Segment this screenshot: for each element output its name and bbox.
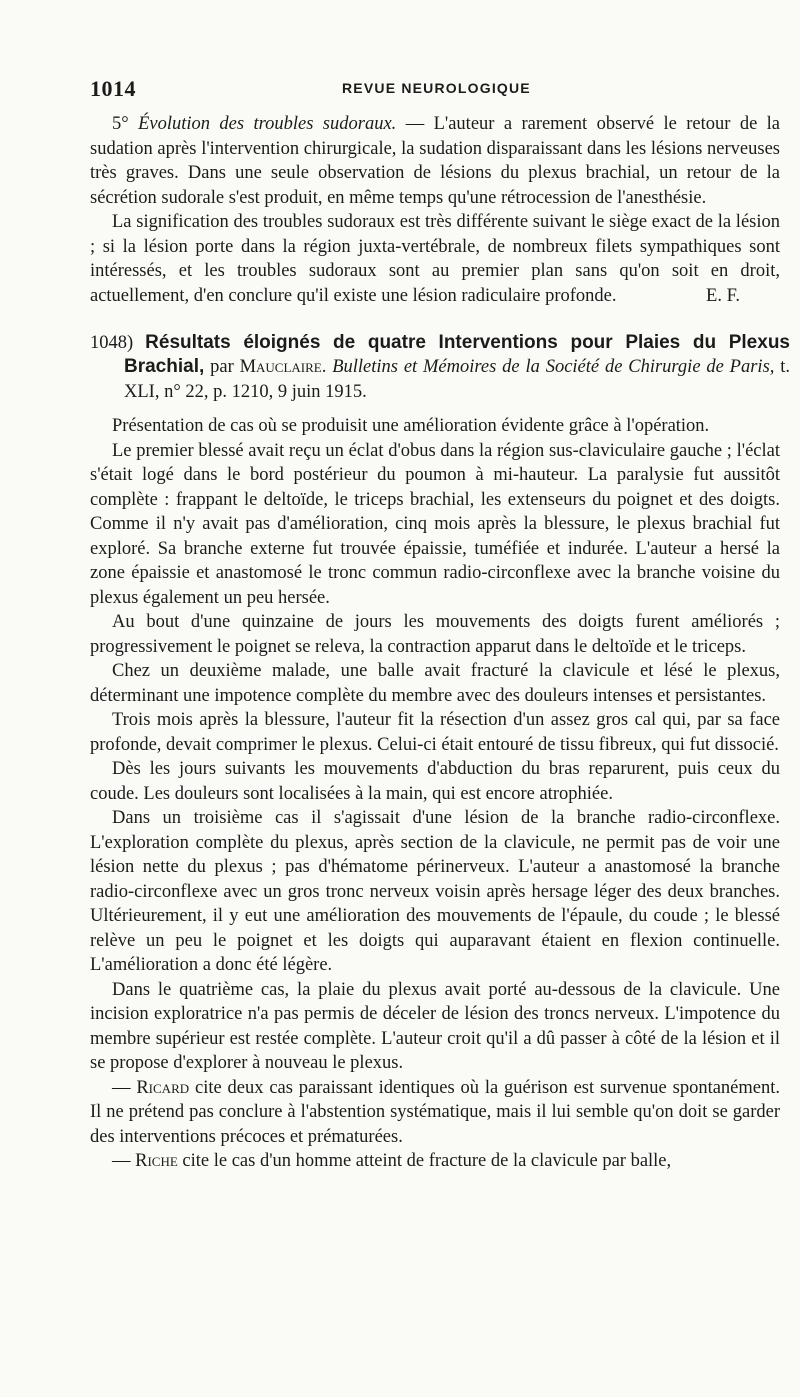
section-5-number: 5° [112, 114, 129, 134]
body-paragraph-6: Dès les jours suivants les mouvements d'abduction du bras reparurent, puis ceux du coude. Les douleurs sont localisées à la main, qui est encore atrophiée. [90, 759, 780, 804]
entry-citation: t. XLI, n° 22, p. 1210, 9 juin 1915. [124, 357, 791, 402]
entry-number: 1048) [90, 332, 134, 353]
body-paragraph-1: Présentation de cas où se produisit une amélioration évidente grâce à l'opération. [112, 416, 710, 436]
body-paragraph-3: Au bout d'une quinzaine de jours les mouvements des doigts furent améliorés ; progressivement le poignet se releva, la contraction apparut dans le deltoïde et le triceps. [90, 612, 780, 657]
entry-title: Résultats éloignés de quatre Interventions pour Plaies du Plexus Brachial, [124, 331, 790, 377]
running-head [90, 70, 770, 104]
discussion-riche: — Riche cite le cas d'un homme atteint de fracture de la clavicule par balle, [112, 1151, 672, 1171]
body-paragraph-8: Dans le quatrième cas, la plaie du plexus avait porté au-dessous de la clavicule. Une incision exploratrice n'a pas permis de déceler de lésion des troncs nerveux. L'impotence du membre supérieur est restée complète. L'auteur croit qu'il a dû passer à côté de la lésion et il se propose d'explorer à nouveau le plexus. [90, 979, 780, 1073]
discussion-text-riche: cite le cas d'un homme atteint de fracture de la clavicule par balle, [182, 1151, 672, 1171]
discussion-author-riche: Riche [135, 1151, 178, 1171]
body-paragraph-7: Dans un troisième cas il s'agissait d'une lésion de la branche radio-circonflexe. L'exploration complète du plexus, après section de la clavicule, ne permit pas de voir une lésion nette du plexus ; pas d'hématome périnerveux. L'auteur a anastomosé la branche radio-circonflexe avec un gros tronc nerveux voisin après hersage léger des deux branches. Ultérieurement, il y eut une amélioration des mouvements de l'épaule, du coude ; le blessé relève un peu le poignet et les doigts qui auparavant étaient en flexion continuelle. L'amélioration a donc été légère. [90, 808, 780, 975]
discussion-text-ricard: cite deux cas paraissant identiques où la guérison est survenue spontanément. Il ne prétend pas conclure à l'abstention systématique, mais il lui semble qu'on doit se garder des interventions précoces et prématurées. [90, 1077, 780, 1147]
discussion-ricard: — Ricard cite deux cas paraissant identiques où la guérison est survenue spontanément. Il ne prétend pas conclure à l'abstention systématique, mais il lui semble qu'on doit se garder des interventions précoces et prématurées. [90, 1077, 780, 1147]
entry-by: par [210, 357, 234, 377]
body-paragraph-2: Le premier blessé avait reçu un éclat d'obus dans la région sus-claviculaire gauche ; l'éclat s'était logé dans le bord postérieur du poumon à mi-hauteur. La paralysie fut aussitôt complète : frappant le deltoïde, le triceps brachial, les extenseurs du poignet et des doigts. Comme il n'y avait pas d'amélioration, cinq mois après la blessure, le plexus brachial fut exploré. Sa branche externe fut trouvée épaissie, tuméfiée et indurée. L'auteur a hersé la zone épaissie et anastomosé le tronc commun radio-circonflexe avec la branche voisine du plexus également un peu hersée. [90, 440, 780, 608]
section-5-text: — L'auteur a rarement observé le retour de la sudation après l'intervention chirurgicale, la sudation disparaissant dans les lésions nerveuses très graves. Dans une seule observation de lésions du plexus brachial, un retour de la sécrétion sudorale s'est produit, en même temps qu'une rétrocession de l'anesthésie. [90, 114, 781, 208]
entry-body [90, 414, 780, 1174]
entry-journal: Bulletins et Mémoires de la Société de Chirurgie de Paris, [332, 357, 775, 377]
entry-author: Mauclaire. [239, 357, 327, 377]
body-paragraph-4: Chez un deuxième malade, une balle avait fracturé la clavicule et lésé le plexus, déterminant une impotence complète du membre avec des douleurs intenses et persistantes. [90, 661, 780, 706]
entry-heading [90, 331, 790, 405]
entry-heading-block [90, 331, 790, 405]
page-number: 1014 [90, 76, 136, 101]
body-paragraph-5: Trois mois après la blessure, l'auteur fit la résection d'un assez gros cal qui, par sa face profonde, devait comprimer le plexus. Celui-ci était entouré de tissu fibreux, qui fut dissocié. [90, 710, 780, 755]
discussion-author-ricard: Ricard [136, 1077, 190, 1098]
signature: E. F. [706, 286, 740, 306]
section-5-title: Évolution des troubles sudoraux. [138, 114, 397, 134]
section-5-paragraph-2: La signification des troubles sudoraux est très différente suivant le siège exact de la lésion ; si la lésion porte dans la région juxta-vertébrale, de nombreux filets sympathiques sont intéressés, et les troubles sudoraux sont au premier plan sans qu'on soit en droit, actuellement, d'en conclure qu'il existe une lésion radiculaire profonde. [90, 212, 780, 306]
section-5-paragraph [90, 112, 780, 210]
journal-title: REVUE NEUROLOGIQUE [342, 80, 531, 96]
